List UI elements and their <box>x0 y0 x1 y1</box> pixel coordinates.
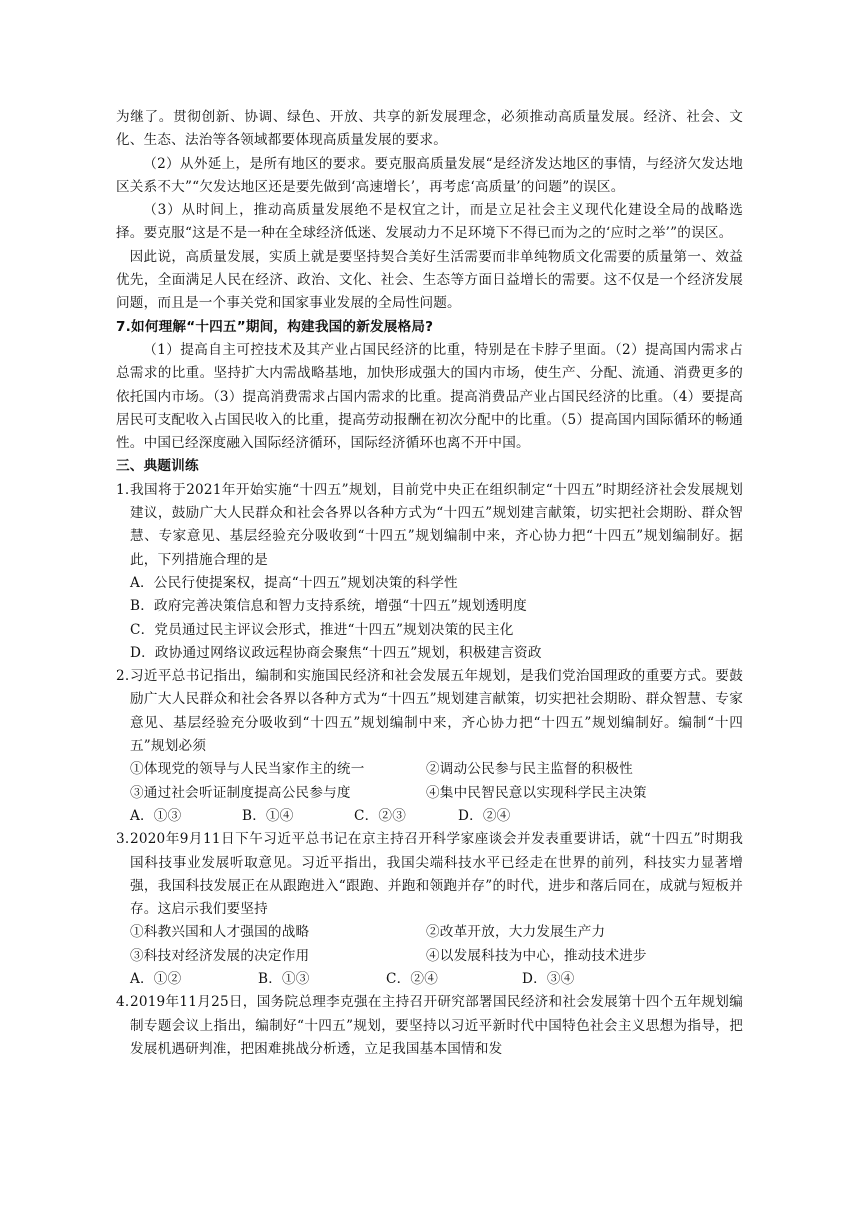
statement-2: ②调动公民参与民主监督的积极性 <box>426 761 633 778</box>
intro-paragraph-4: 因此说，高质量发展，实质上就是要坚持契合美好生活需要而非单纯物质文化需要的质量第一、效益优先，全面满足人民在经济、政治、文化、社会、生态等方面日益增长的需要。这不仅是一个经济发展问题，而且是一个事关党和国家事业发展的全局性问题。 <box>116 248 743 312</box>
question-1 <box>116 479 743 572</box>
choice-b: B．①④ <box>242 807 294 824</box>
question-stem: 我国将于2021年开始实施“十四五”规划，目前党中央正在组织制定“十四五”时期经济社会发展规划建议，鼓励广大人民群众和社会各界以各种方式为“十四五”规划建言献策，切实把社会期盼、群众智慧、专家意见、基层经验充分吸收到“十四五”规划编制中来，齐心协力把“十四五”规划编制好。据此，下列措施合理的是 <box>130 481 743 568</box>
intro-paragraph-3: （3）从时间上，推动高质量发展绝不是权宜之计，而是立足社会主义现代化建设全局的战略选择。要克服“这是不是一种在全球经济低迷、发展动力不足环境下不得已而为之的‘应时之举’”的误区。 <box>116 202 743 242</box>
statement-1: ①科教兴国和人才强国的战略 <box>130 924 310 941</box>
question-stem: 习近平总书记指出，编制和实施国民经济和社会发展五年规划，是我们党治国理政的重要方式。要鼓励广大人民群众和社会各界以各种方式为“十四五”规划建言献策，切实把社会期盼、群众智慧、专家意见、基层经验充分吸收到“十四五”规划编制中来，齐心协力把“十四五”规划编制好。编制“十四五”规划必须 <box>130 668 743 755</box>
section-7-heading: 7.如何理解“十四五”期间，构建我国的新发展格局? <box>116 318 434 335</box>
question-1-option-a: A．公民行使提案权，提高“十四五”规划决策的科学性 <box>130 574 458 591</box>
question-stem: 2020年9月11日下午习近平总书记在京主持召开科学家座谈会并发表重要讲话，就“十四五”时期我国科技事业发展听取意见。习近平指出，我国尖端科技水平已经走在世界的前列，科技实力显著增强，我国科技发展正在从跟跑进入“跟跑、并跑和领跑并存”的时代，进步和落后同在，成就与短板并存。这启示我们要坚持 <box>130 831 743 918</box>
question-number: 1. <box>116 481 130 498</box>
question-1-option-b: B．政府完善决策信息和智力支持系统，增强“十四五”规划透明度 <box>130 598 527 615</box>
statement-4: ④以发展科技为中心，推动技术进步 <box>426 947 647 964</box>
question-2-statements <box>116 758 743 805</box>
intro-paragraph-1: 为继了。贯彻创新、协调、绿色、开放、共享的新发展理念，必须推动高质量发展。经济、社会、文化、生态、法治等各领域都要体现高质量发展的要求。 <box>116 109 743 149</box>
question-number: 3. <box>116 831 130 848</box>
choice-a: A．①③ <box>130 807 182 824</box>
statement-1: ①体现党的领导与人民当家作主的统一 <box>130 761 365 778</box>
choice-d: D．③④ <box>522 970 575 987</box>
question-1-option-c: C．党员通过民主评议会形式，推进“十四五”规划决策的民主化 <box>130 621 514 638</box>
statement-4: ④集中民智民意以实现科学民主决策 <box>426 784 647 801</box>
intro-paragraph-2: （2）从外延上，是所有地区的要求。要克服高质量发展“是经济发达地区的事情，与经济欠发达地区关系不大”“欠发达地区还是要先做到‘高速增长’，再考虑‘高质量’的问题”的误区。 <box>116 155 743 195</box>
question-2 <box>116 665 743 758</box>
question-stem: 2019年11月25日，国务院总理李克强在主持召开研究部署国民经济和社会发展第十四个五年规划编制专题会议上指出，编制好“十四五”规划，要坚持以习近平新时代中国特色社会主义思想为指导，把发展机遇研判准，把困难挑战分析透，立足我国基本国情和发 <box>130 994 743 1057</box>
statement-3: ③通过社会听证制度提高公民参与度 <box>130 784 351 801</box>
statement-3: ③科技对经济发展的决定作用 <box>130 947 310 964</box>
question-3 <box>116 828 743 921</box>
document-content <box>116 106 743 1061</box>
statement-2: ②改革开放，大力发展生产力 <box>426 924 606 941</box>
question-number: 4. <box>116 994 130 1011</box>
choice-b: B．①③ <box>258 970 310 987</box>
choice-d: D．②④ <box>458 807 511 824</box>
section-7-body: （1）提高自主可控技术及其产业占国民经济的比重，特别是在卡脖子里面。（2）提高国内需求占总需求的比重。坚持扩大内需战略基地，加快形成强大的国内市场，使生产、分配、流通、消费更多的依托国内市场。（3）提高消费需求占国内需求的比重。提高消费品产业占国民经济的比重。（4）要提高居民可支配收入占国民收入的比重，提高劳动报酬在初次分配中的比重。（5）提高国内国际循环的畅通性。中国已经深度融入国际经济循环，国际经济循环也离不开中国。 <box>116 341 743 452</box>
choice-c: C．②④ <box>386 970 438 987</box>
question-number: 2. <box>116 668 130 685</box>
question-3-choices <box>116 968 743 991</box>
choice-c: C．②③ <box>354 807 406 824</box>
section-3-heading: 三、典题训练 <box>116 458 199 475</box>
question-3-statements <box>116 921 743 968</box>
question-2-choices <box>116 805 743 828</box>
question-4 <box>116 991 743 1061</box>
question-1-option-d: D．政协通过网络议政远程协商会聚焦“十四五”规划，积极建言资政 <box>130 644 542 661</box>
choice-a: A．①② <box>130 970 182 987</box>
